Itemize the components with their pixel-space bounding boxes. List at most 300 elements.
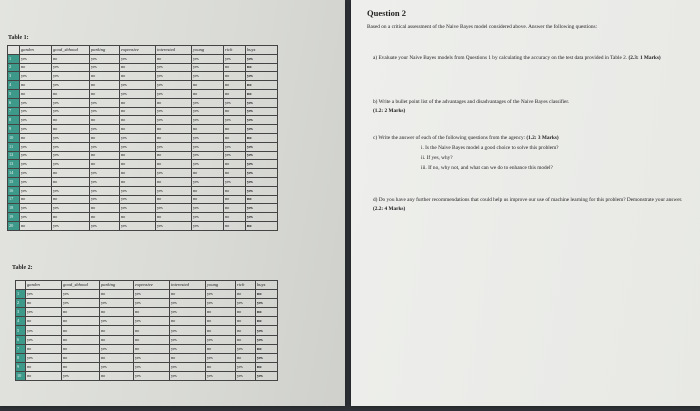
table-cell: yes — [52, 186, 90, 195]
table-cell: yes — [170, 299, 206, 308]
header-cell: interested — [156, 46, 192, 55]
table-cell: no — [170, 290, 206, 299]
table-cell: yes — [120, 81, 156, 90]
table-cell: no — [192, 81, 224, 90]
row-number: 10 — [16, 371, 26, 380]
table-cell: no — [246, 221, 278, 230]
table-cell: yes — [90, 63, 120, 72]
table-cell: yes — [256, 371, 278, 380]
table-cell: yes — [62, 299, 100, 308]
header-cell: garden — [20, 46, 52, 55]
table-cell: no — [224, 221, 246, 230]
table-cell: yes — [26, 308, 62, 317]
table-row — [16, 353, 278, 362]
table-cell: yes — [224, 177, 246, 186]
table-cell: yes — [246, 72, 278, 81]
table-cell: yes — [256, 353, 278, 362]
table-cell: yes — [206, 299, 236, 308]
table-cell: no — [156, 213, 192, 222]
table-cell: no — [90, 116, 120, 125]
table-row — [8, 213, 278, 222]
row-number: 18 — [8, 204, 20, 213]
table-cell: no — [134, 308, 170, 317]
table-cell: yes — [20, 72, 52, 81]
table-cell: no — [246, 63, 278, 72]
table-cell: no — [26, 371, 62, 380]
table-row — [16, 299, 278, 308]
question-c — [373, 134, 693, 143]
table-cell: yes — [156, 116, 192, 125]
table-cell: no — [26, 362, 62, 371]
table-cell: no — [20, 81, 52, 90]
table-cell: no — [156, 125, 192, 134]
table-cell: yes — [156, 63, 192, 72]
table-cell: no — [206, 326, 236, 335]
table-cell: yes — [120, 195, 156, 204]
table-cell: no — [26, 344, 62, 353]
table-cell: no — [52, 213, 90, 222]
table-cell: no — [120, 169, 156, 178]
table-cell: yes — [246, 213, 278, 222]
table-cell: yes — [52, 81, 90, 90]
table-row — [16, 308, 278, 317]
table-cell: yes — [246, 204, 278, 213]
table-cell: yes — [26, 290, 62, 299]
header-cell: interested — [170, 281, 206, 290]
table-cell: yes — [192, 160, 224, 169]
table-cell: yes — [134, 290, 170, 299]
table-cell: no — [100, 335, 134, 344]
row-number: 4 — [16, 317, 26, 326]
table-cell: no — [52, 54, 90, 63]
table-cell: yes — [100, 362, 134, 371]
table-cell: yes — [192, 63, 224, 72]
table-cell: yes — [192, 221, 224, 230]
table-cell: no — [246, 133, 278, 142]
table-cell: yes — [192, 213, 224, 222]
table-cell: yes — [170, 335, 206, 344]
table-row — [16, 290, 278, 299]
table-cell: yes — [134, 317, 170, 326]
question-c-marks: (1.2: 3 Marks) — [526, 135, 559, 141]
table-cell: no — [120, 116, 156, 125]
table-cell: no — [236, 353, 256, 362]
table-cell: no — [90, 160, 120, 169]
table-cell: no — [224, 195, 246, 204]
table-row — [8, 125, 278, 134]
table-cell: yes — [120, 221, 156, 230]
table-row — [8, 133, 278, 142]
table-cell: yes — [246, 142, 278, 151]
table-cell: yes — [90, 169, 120, 178]
table-cell: no — [100, 290, 134, 299]
table-cell: no — [236, 317, 256, 326]
question-c-text: c) Write the answer of each of the following questions from the agency: — [373, 135, 526, 141]
table-cell: yes — [20, 177, 52, 186]
table-cell: no — [206, 344, 236, 353]
table-cell: no — [224, 186, 246, 195]
table-cell: yes — [192, 98, 224, 107]
table-cell: no — [156, 160, 192, 169]
table-row — [8, 186, 278, 195]
table-cell: no — [100, 308, 134, 317]
table-cell: no — [156, 177, 192, 186]
table-cell: yes — [20, 160, 52, 169]
table-cell: yes — [20, 204, 52, 213]
table-cell: yes — [90, 98, 120, 107]
table-row — [8, 177, 278, 186]
table-row — [8, 142, 278, 151]
row-number: 1 — [8, 54, 20, 63]
table-row — [8, 107, 278, 116]
table-cell: no — [134, 335, 170, 344]
table-cell: no — [192, 89, 224, 98]
row-number: 6 — [16, 335, 26, 344]
table-cell: no — [156, 98, 192, 107]
table-cell: no — [246, 195, 278, 204]
table-row — [8, 98, 278, 107]
table-cell: no — [156, 195, 192, 204]
table-cell: no — [20, 133, 52, 142]
table-cell: yes — [156, 186, 192, 195]
table-cell: no — [120, 63, 156, 72]
table-cell: no — [134, 344, 170, 353]
table-cell: no — [62, 317, 100, 326]
row-number: 15 — [8, 177, 20, 186]
table-header-row — [16, 281, 278, 290]
table-cell: no — [26, 299, 62, 308]
row-number: 4 — [8, 81, 20, 90]
table-cell: yes — [120, 133, 156, 142]
table-cell: no — [52, 169, 90, 178]
table-cell: yes — [170, 326, 206, 335]
table-cell: no — [52, 195, 90, 204]
header-cell: rich — [236, 281, 256, 290]
table-cell: yes — [236, 344, 256, 353]
table-cell: no — [156, 133, 192, 142]
table-cell: yes — [170, 308, 206, 317]
table-cell: yes — [246, 54, 278, 63]
table-cell: yes — [26, 353, 62, 362]
table-cell: yes — [134, 371, 170, 380]
table-cell: yes — [52, 151, 90, 160]
table-row — [16, 317, 278, 326]
table-cell: yes — [100, 299, 134, 308]
table-cell: no — [206, 362, 236, 371]
table-cell: no — [256, 344, 278, 353]
table-cell: yes — [120, 204, 156, 213]
table-cell: yes — [156, 204, 192, 213]
row-number: 6 — [8, 98, 20, 107]
table-row — [8, 221, 278, 230]
row-number: 5 — [16, 326, 26, 335]
header-cell — [8, 46, 20, 55]
table-cell: no — [236, 335, 256, 344]
header-cell: parking — [90, 46, 120, 55]
row-number: 7 — [8, 107, 20, 116]
table-cell: no — [90, 151, 120, 160]
table-cell: no — [224, 169, 246, 178]
table-header-row — [8, 46, 278, 55]
table-cell: yes — [192, 151, 224, 160]
header-cell: good_sbhood — [52, 46, 90, 55]
table-row — [8, 116, 278, 125]
question-c-ii: ii. If yes, why? — [421, 155, 453, 161]
table-cell: no — [246, 81, 278, 90]
table-row — [8, 89, 278, 98]
table-cell: no — [90, 89, 120, 98]
table-cell: yes — [246, 151, 278, 160]
table-cell: no — [120, 72, 156, 81]
table-cell: yes — [224, 142, 246, 151]
table-cell: yes — [192, 204, 224, 213]
table-cell: yes — [20, 213, 52, 222]
table-cell: yes — [134, 353, 170, 362]
table-cell: no — [120, 98, 156, 107]
table-cell: yes — [206, 353, 236, 362]
table-cell: no — [236, 308, 256, 317]
table-cell: no — [170, 317, 206, 326]
table-cell: yes — [52, 142, 90, 151]
table-cell: no — [20, 63, 52, 72]
table-cell: no — [52, 89, 90, 98]
table-cell: no — [256, 290, 278, 299]
table-cell: yes — [192, 107, 224, 116]
table-cell: yes — [206, 290, 236, 299]
table-cell: no — [62, 344, 100, 353]
table-cell: yes — [52, 63, 90, 72]
table-cell: yes — [192, 133, 224, 142]
table-cell: yes — [246, 125, 278, 134]
table-cell: yes — [224, 54, 246, 63]
table-cell: yes — [256, 335, 278, 344]
header-cell: garden — [26, 281, 62, 290]
table-cell: yes — [52, 204, 90, 213]
table-cell: no — [90, 204, 120, 213]
header-cell: parking — [100, 281, 134, 290]
table-cell: no — [192, 125, 224, 134]
table-cell: yes — [20, 142, 52, 151]
table-cell: no — [206, 308, 236, 317]
question-d — [373, 196, 693, 213]
table1-label: Table 1: — [8, 35, 29, 41]
table-cell: yes — [246, 116, 278, 125]
table-cell: yes — [120, 54, 156, 63]
table-cell: yes — [52, 221, 90, 230]
row-number: 2 — [8, 63, 20, 72]
table-cell: no — [62, 353, 100, 362]
table-cell: no — [224, 213, 246, 222]
table-cell: yes — [256, 299, 278, 308]
table-cell: no — [224, 133, 246, 142]
table-cell: no — [224, 125, 246, 134]
table-cell: yes — [90, 107, 120, 116]
row-number: 8 — [16, 353, 26, 362]
table-cell: no — [134, 326, 170, 335]
table-row — [8, 72, 278, 81]
table-cell: no — [120, 107, 156, 116]
table-cell: no — [256, 362, 278, 371]
table-cell: yes — [52, 133, 90, 142]
table-cell: yes — [100, 317, 134, 326]
table-cell: yes — [192, 72, 224, 81]
left-page — [0, 0, 345, 406]
question-c-iii: iii. If no, why not, and what can we do to enhance this model? — [421, 165, 553, 171]
header-cell: rich — [224, 46, 246, 55]
table-cell: no — [224, 204, 246, 213]
table-cell: yes — [90, 177, 120, 186]
table-cell: no — [224, 72, 246, 81]
table-cell: no — [192, 169, 224, 178]
table-cell: no — [90, 133, 120, 142]
table-cell: yes — [20, 116, 52, 125]
table-cell: yes — [224, 151, 246, 160]
question-a-text: a) Evaluate your Naive Bayes models from Questions 1 by calculating the accuracy on the test data provided in Table 2. — [373, 55, 628, 61]
table-cell: yes — [256, 326, 278, 335]
table-cell: no — [62, 335, 100, 344]
table-cell: yes — [52, 98, 90, 107]
table-cell: no — [20, 221, 52, 230]
table-cell: yes — [52, 107, 90, 116]
table-cell: yes — [156, 142, 192, 151]
row-number: 8 — [8, 116, 20, 125]
table-cell: yes — [246, 169, 278, 178]
table-cell: yes — [224, 116, 246, 125]
table-cell: yes — [236, 362, 256, 371]
row-number: 11 — [8, 142, 20, 151]
table-row — [8, 151, 278, 160]
row-number: 19 — [8, 213, 20, 222]
table-cell: no — [224, 63, 246, 72]
table-cell: yes — [26, 326, 62, 335]
table-cell: no — [62, 362, 100, 371]
table1 — [7, 45, 278, 231]
table-cell: yes — [62, 290, 100, 299]
right-page — [351, 0, 700, 406]
table-cell: yes — [224, 98, 246, 107]
table-cell: yes — [134, 299, 170, 308]
table-cell: yes — [236, 371, 256, 380]
table-cell: yes — [26, 335, 62, 344]
table-cell: yes — [90, 221, 120, 230]
table-row — [8, 63, 278, 72]
table-cell: yes — [246, 98, 278, 107]
table-cell: no — [224, 160, 246, 169]
table-cell: yes — [170, 344, 206, 353]
table-cell: yes — [90, 142, 120, 151]
table2-label: Table 2: — [12, 265, 33, 271]
table-cell: yes — [156, 81, 192, 90]
table-cell: no — [62, 326, 100, 335]
table2 — [15, 280, 278, 381]
table-cell: yes — [90, 125, 120, 134]
row-number: 10 — [8, 133, 20, 142]
table-cell: no — [156, 54, 192, 63]
table-cell: yes — [90, 54, 120, 63]
header-cell: expensive — [120, 46, 156, 55]
table-cell: no — [192, 195, 224, 204]
table-cell: no — [206, 317, 236, 326]
table-cell: no — [170, 353, 206, 362]
row-number: 3 — [16, 308, 26, 317]
table-cell: yes — [192, 142, 224, 151]
table-cell: yes — [90, 195, 120, 204]
table-cell: yes — [246, 177, 278, 186]
question-title: Question 2 — [367, 8, 406, 18]
row-number: 7 — [16, 344, 26, 353]
table-cell: no — [224, 107, 246, 116]
table-cell: yes — [90, 186, 120, 195]
table-cell: yes — [20, 186, 52, 195]
table-cell: yes — [246, 107, 278, 116]
table-cell: yes — [192, 116, 224, 125]
row-number: 1 — [16, 290, 26, 299]
row-number: 9 — [16, 362, 26, 371]
row-number: 2 — [16, 299, 26, 308]
table-cell: yes — [20, 169, 52, 178]
question-b-marks: (1.2: 2 Marks) — [373, 107, 406, 114]
table-row — [16, 326, 278, 335]
table-cell: no — [246, 89, 278, 98]
table-cell: no — [120, 177, 156, 186]
row-number: 17 — [8, 195, 20, 204]
table-cell: no — [100, 371, 134, 380]
table-cell: yes — [20, 98, 52, 107]
table-cell: no — [90, 72, 120, 81]
row-number: 12 — [8, 151, 20, 160]
question-b — [373, 98, 693, 115]
table-cell: yes — [192, 177, 224, 186]
question-a — [373, 54, 693, 63]
header-cell: buys — [246, 46, 278, 55]
table-cell: no — [120, 160, 156, 169]
header-cell: young — [192, 46, 224, 55]
question-c-i: i. Is the Naive Bayes model a good choice to solve this problem? — [421, 145, 559, 151]
header-cell: young — [206, 281, 236, 290]
table-cell: no — [236, 326, 256, 335]
table-cell: yes — [170, 371, 206, 380]
header-cell: buys — [256, 281, 278, 290]
table-cell: no — [20, 89, 52, 98]
table-cell: yes — [20, 151, 52, 160]
table-cell: yes — [156, 89, 192, 98]
table-cell: yes — [52, 72, 90, 81]
table-cell: yes — [206, 335, 236, 344]
table-cell: no — [192, 186, 224, 195]
table-row — [16, 335, 278, 344]
table-cell: yes — [120, 186, 156, 195]
question-a-marks: (2.3: 1 Marks) — [628, 55, 661, 61]
table-row — [8, 195, 278, 204]
table-cell: no — [256, 317, 278, 326]
table-row — [8, 160, 278, 169]
question-b-text: b) Write a bullet point list of the advantages and disadvantages of the Naive Bayes classifier. — [373, 99, 570, 105]
table-row — [16, 371, 278, 380]
table-cell: no — [236, 290, 256, 299]
row-number: 14 — [8, 169, 20, 178]
table-cell: yes — [246, 160, 278, 169]
table-cell: yes — [170, 362, 206, 371]
table-cell: yes — [100, 344, 134, 353]
table-cell: no — [52, 125, 90, 134]
table-cell: yes — [120, 89, 156, 98]
row-number: 16 — [8, 186, 20, 195]
question-d-text: d) Do you have any further recommendations that could help us improve our use of machine learning for this problem? Demonstrate your answer. — [373, 197, 683, 203]
header-cell: expensive — [134, 281, 170, 290]
table-cell: yes — [246, 186, 278, 195]
row-number: 5 — [8, 89, 20, 98]
table-cell: yes — [206, 371, 236, 380]
